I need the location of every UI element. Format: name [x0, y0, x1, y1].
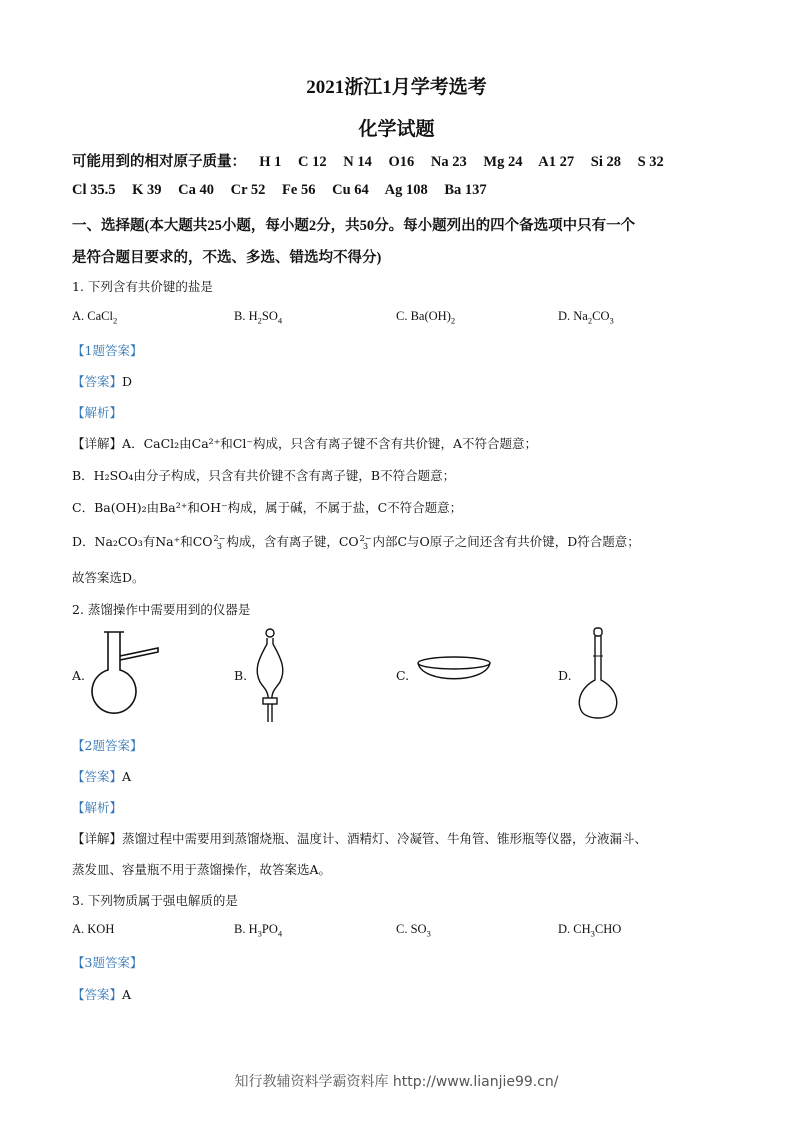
- q2-option-a-label: A.: [72, 668, 86, 683]
- charge-fraction: 2− 3: [359, 533, 372, 551]
- mass-item: Fe 56: [282, 182, 316, 198]
- evaporating-dish-icon: [414, 654, 494, 690]
- mass-item: H 1: [259, 154, 282, 170]
- mass-item: K 39: [132, 182, 162, 198]
- atomic-masses-line-1: [72, 150, 664, 171]
- q3-option-c: C. $SO_3$: [396, 922, 431, 939]
- q1-detail-a: 【详解】A．CaCl₂由Ca²⁺和Cl⁻构成，只含有离子键不含有共价键，A不符合题意；: [72, 436, 537, 451]
- q1-option-a: A. CaCl$_2$: [72, 309, 118, 326]
- mass-item: Cr 52: [230, 182, 266, 198]
- mass-item: Ca 40: [178, 182, 215, 198]
- mass-item: Cl 35.5: [72, 182, 116, 198]
- page-title: 2021浙江1月学考选考: [306, 77, 487, 98]
- question-3-stem: 3. 下列物质属于强电解质的是: [72, 893, 238, 908]
- q2-answer: 【答案】A: [72, 769, 132, 784]
- question-1-stem: 1. 下列含有共价键的盐是: [72, 279, 213, 294]
- q2-option-d-label: D.: [558, 668, 572, 683]
- distillation-flask-icon: [90, 628, 162, 720]
- q1-detail-d: D．Na₂CO₃有Na⁺和CO2− 3 构成，含有离子键，CO2− 3 内部C与O原子之间还含有共价键，D符合题意；: [72, 533, 640, 551]
- q2-option-b-label: B.: [234, 668, 248, 683]
- q2-detail-line-2: 蒸发皿、容量瓶不用于蒸馏操作，故答案选A。: [72, 862, 332, 877]
- q2-option-c-label: C.: [396, 668, 410, 683]
- q1-detail-b: B．H₂SO₄由分子构成，只含有共价键不含有离子键，B不符合题意；: [72, 468, 456, 483]
- page-subtitle: 化学试题: [358, 119, 435, 140]
- mass-item: Cu 64: [332, 182, 369, 198]
- footer-watermark: 知行教辅资料学霸资料库 http://www.lianjie99.cn/: [234, 1074, 559, 1090]
- mass-item: Ag 108: [384, 182, 428, 198]
- q2-detail-line-1: 【详解】蒸馏过程中需要用到蒸馏烧瓶、温度计、酒精灯、冷凝管、牛角管、锥形瓶等仪器，分液漏斗、: [72, 831, 648, 846]
- atomic-masses-line-2: [72, 182, 487, 199]
- volumetric-flask-icon: [574, 626, 624, 722]
- question-2-stem: 2. 蒸馏操作中需要用到的仪器是: [72, 602, 251, 617]
- atomic-masses-label: 可能用到的相对原子质量：: [72, 154, 246, 170]
- q1-answer: 【答案】D: [72, 374, 133, 389]
- q3-answer-heading: 【3题答案】: [72, 955, 143, 970]
- charge-fraction: 2− 3: [213, 533, 226, 551]
- mass-item: N 14: [343, 154, 372, 170]
- mass-item: A1 27: [538, 154, 575, 170]
- q1-option-b: B. $H_2SO_4$: [234, 309, 283, 326]
- q1-analysis-heading: 【解析】: [72, 405, 123, 420]
- section-heading-line-1: 一、选择题(本大题共25小题，每小题2分，共50分。每小题列出的四个备选项中只有一个: [72, 218, 636, 234]
- q3-option-b: B. $H_3PO_4$: [234, 922, 283, 939]
- q1-conclusion: 故答案选D。: [72, 570, 145, 585]
- mass-item: Mg 24: [483, 154, 523, 170]
- q2-analysis-heading: 【解析】: [72, 800, 123, 815]
- q1-option-c: C. $Ba(OH)_2$: [396, 309, 456, 326]
- mass-item: O16: [388, 154, 415, 170]
- q3-option-d: D. $CH_3CHO$: [558, 922, 622, 939]
- q2-answer-heading: 【2题答案】: [72, 738, 143, 753]
- section-heading-line-2: 是符合题目要求的，不选、多选、错选均不得分): [72, 250, 382, 266]
- mass-item: Ba 137: [444, 182, 487, 198]
- mass-item: C 12: [298, 154, 327, 170]
- q1-answer-heading: 【1题答案】: [72, 343, 143, 358]
- separatory-funnel-icon: [250, 626, 290, 722]
- q3-answer: 【答案】A: [72, 987, 132, 1002]
- mass-item: Si 28: [590, 154, 621, 170]
- q1-option-d: D. $Na_2CO_3$: [558, 309, 614, 326]
- q3-option-a: A. KOH: [72, 922, 115, 936]
- mass-item: S 32: [637, 154, 664, 170]
- q1-detail-c: C．Ba(OH)₂由Ba²⁺和OH⁻构成，属于碱，不属于盐，C不符合题意；: [72, 500, 463, 515]
- mass-item: Na 23: [430, 154, 467, 170]
